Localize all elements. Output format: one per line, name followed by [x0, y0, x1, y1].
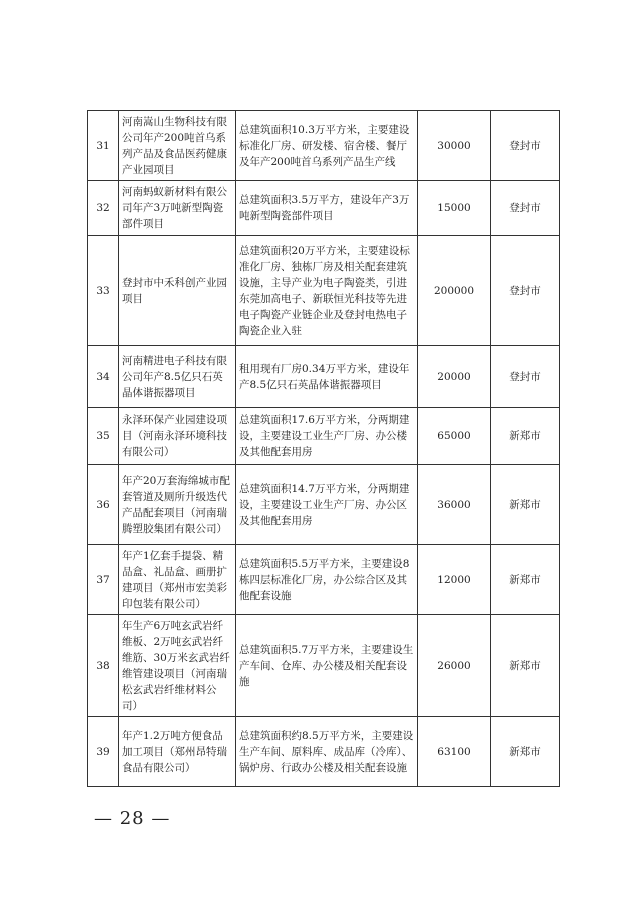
project-content: 租用现有厂房0.34万平方米，建设年产8.5亿只石英晶体谐振器项目	[236, 346, 418, 408]
project-content: 总建筑面积3.5万平方，建设年产3万吨新型陶瓷部件项目	[236, 181, 418, 236]
row-number: 36	[88, 465, 119, 545]
table-row	[88, 111, 560, 181]
project-location: 新郑市	[491, 615, 560, 717]
row-number: 35	[88, 408, 119, 465]
table-row	[88, 615, 560, 717]
project-location: 登封市	[491, 111, 560, 181]
page-number: — 28 —	[94, 808, 171, 829]
investment-amount: 20000	[418, 346, 491, 408]
project-content: 总建筑面积5.7万平方米，主要建设生产车间、仓库、办公楼及相关配套设施	[236, 615, 418, 717]
row-number: 34	[88, 346, 119, 408]
project-name: 年生产6万吨玄武岩纤维板、2万吨玄武岩纤维筋、30万米玄武岩纤维管建设项目（河南瑞松玄武岩纤维材料公司）	[119, 615, 236, 717]
investment-amount: 63100	[418, 717, 491, 787]
project-name: 年产1.2万吨方便食品加工项目（郑州昂特瑞食品有限公司）	[119, 717, 236, 787]
project-name: 登封市中禾科创产业园项目	[119, 236, 236, 346]
table-row	[88, 346, 560, 408]
row-number: 33	[88, 236, 119, 346]
project-location: 新郑市	[491, 465, 560, 545]
project-name: 河南嵩山生物科技有限公司年产200吨首乌系列产品及食品医药健康产业园项目	[119, 111, 236, 181]
investment-amount: 15000	[418, 181, 491, 236]
row-number: 32	[88, 181, 119, 236]
project-location: 登封市	[491, 346, 560, 408]
project-location: 新郑市	[491, 408, 560, 465]
project-location: 登封市	[491, 181, 560, 236]
project-name: 河南精进电子科技有限公司年产8.5亿只石英晶体谐振器项目	[119, 346, 236, 408]
table-row	[88, 236, 560, 346]
project-name: 永泽环保产业园建设项目（河南永泽环境科技有限公司）	[119, 408, 236, 465]
investment-amount: 36000	[418, 465, 491, 545]
project-content: 总建筑面积20万平方米，主要建设标准化厂房、独栋厂房及相关配套建筑设施，主导产业为电子陶瓷类，引进东莞加高电子、新联恒光科技等先进电子陶瓷产业链企业及登封电热电子陶瓷企业入驻	[236, 236, 418, 346]
project-location: 新郑市	[491, 545, 560, 615]
table-row	[88, 408, 560, 465]
investment-amount: 30000	[418, 111, 491, 181]
project-location: 登封市	[491, 236, 560, 346]
project-location: 新郑市	[491, 717, 560, 787]
investment-amount: 26000	[418, 615, 491, 717]
investment-amount: 200000	[418, 236, 491, 346]
project-content: 总建筑面积约8.5万平方米，主要建设生产车间、原料库、成品库（冷库）、锅炉房、行政办公楼及相关配套设施	[236, 717, 418, 787]
investment-amount: 65000	[418, 408, 491, 465]
table-row	[88, 545, 560, 615]
row-number: 37	[88, 545, 119, 615]
project-table	[87, 110, 560, 787]
table-row	[88, 465, 560, 545]
project-content: 总建筑面积17.6万平方米，分两期建设，主要建设工业生产厂房、办公楼及其他配套用房	[236, 408, 418, 465]
project-name: 年产20万套海绵城市配套管道及厕所升级迭代产品配套项目（河南瑞腾塑胶集团有限公司）	[119, 465, 236, 545]
row-number: 39	[88, 717, 119, 787]
table-row	[88, 181, 560, 236]
row-number: 31	[88, 111, 119, 181]
row-number: 38	[88, 615, 119, 717]
project-name: 河南蚂蚁新材料有限公司年产3万吨新型陶瓷部件项目	[119, 181, 236, 236]
table-row	[88, 717, 560, 787]
project-content: 总建筑面积10.3万平方米，主要建设标准化厂房、研发楼、宿舍楼、餐厅及年产200吨首乌系列产品生产线	[236, 111, 418, 181]
project-content: 总建筑面积5.5万平方米，主要建设8栋四层标准化厂房，办公综合区及其他配套设施	[236, 545, 418, 615]
project-content: 总建筑面积14.7万平方米，分两期建设，主要建设工业生产厂房、办公区及其他配套用房	[236, 465, 418, 545]
project-name: 年产1亿套手提袋、精品盒、礼品盒、画册扩建项目（郑州市宏美彩印包装有限公司）	[119, 545, 236, 615]
investment-amount: 12000	[418, 545, 491, 615]
